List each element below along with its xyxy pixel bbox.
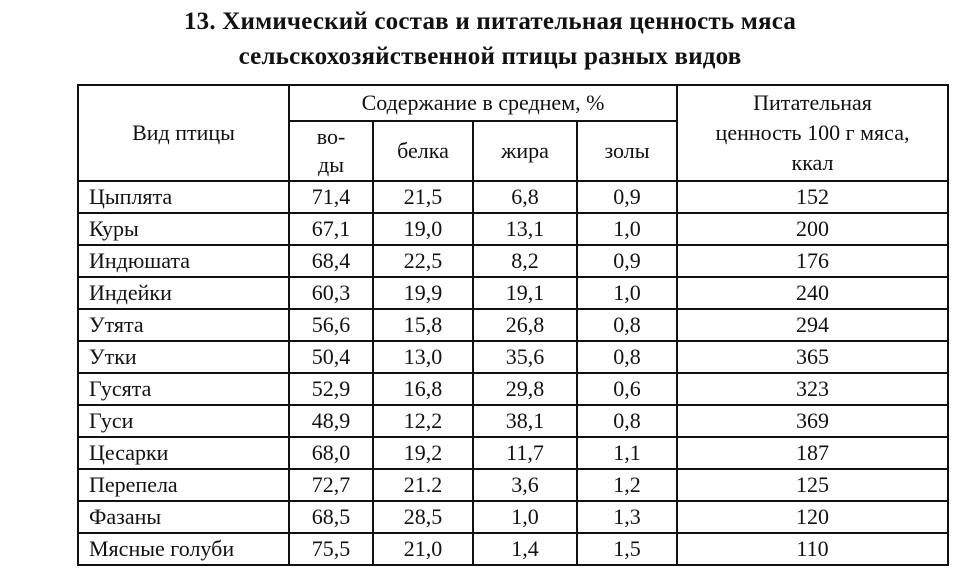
table-row — [78, 533, 948, 565]
cell-ash: 0,8 — [577, 341, 677, 373]
cell-energy: 365 — [677, 341, 948, 373]
cell-ash: 1,5 — [577, 533, 677, 565]
cell-protein: 19,2 — [373, 437, 473, 469]
header-row-1 — [78, 85, 948, 121]
cell-protein: 22,5 — [373, 245, 473, 277]
cell-water: 68,0 — [289, 437, 373, 469]
cell-energy: 187 — [677, 437, 948, 469]
cell-water: 50,4 — [289, 341, 373, 373]
cell-ash: 0,6 — [577, 373, 677, 405]
cell-fat: 38,1 — [473, 405, 577, 437]
cell-water: 68,5 — [289, 501, 373, 533]
cell-energy: 369 — [677, 405, 948, 437]
cell-protein: 21.2 — [373, 469, 473, 501]
table-row — [78, 245, 948, 277]
cell-water: 52,9 — [289, 373, 373, 405]
cell-protein: 12,2 — [373, 405, 473, 437]
cell-species: Индюшата — [78, 245, 289, 277]
table-row — [78, 181, 948, 213]
table-row — [78, 309, 948, 341]
cell-water: 48,9 — [289, 405, 373, 437]
header-energy — [677, 85, 948, 181]
cell-ash: 1,0 — [577, 213, 677, 245]
cell-protein: 15,8 — [373, 309, 473, 341]
cell-species: Гуси — [78, 405, 289, 437]
cell-species: Гусята — [78, 373, 289, 405]
header-water — [289, 121, 373, 181]
cell-water: 60,3 — [289, 277, 373, 309]
cell-energy: 323 — [677, 373, 948, 405]
table-row — [78, 277, 948, 309]
cell-ash: 1,3 — [577, 501, 677, 533]
cell-fat: 35,6 — [473, 341, 577, 373]
table-row — [78, 405, 948, 437]
cell-protein: 21,5 — [373, 181, 473, 213]
cell-fat: 3,6 — [473, 469, 577, 501]
header-energy-text: Питательная ценность 100 г мяса, ккал — [715, 90, 910, 175]
cell-energy: 152 — [677, 181, 948, 213]
cell-species: Фазаны — [78, 501, 289, 533]
cell-energy: 200 — [677, 213, 948, 245]
cell-ash: 0,8 — [577, 405, 677, 437]
cell-ash: 0,9 — [577, 245, 677, 277]
cell-protein: 19,9 — [373, 277, 473, 309]
cell-protein: 28,5 — [373, 501, 473, 533]
cell-species: Цесарки — [78, 437, 289, 469]
cell-species: Куры — [78, 213, 289, 245]
cell-energy: 294 — [677, 309, 948, 341]
title-line-2: сельскохозяйственной птицы разных видов — [238, 43, 742, 70]
cell-species: Мясные голуби — [78, 533, 289, 565]
header-protein: белка — [373, 121, 473, 181]
table-row — [78, 501, 948, 533]
cell-species: Утята — [78, 309, 289, 341]
cell-fat: 6,8 — [473, 181, 577, 213]
cell-protein: 19,0 — [373, 213, 473, 245]
cell-fat: 29,8 — [473, 373, 577, 405]
cell-energy: 176 — [677, 245, 948, 277]
cell-ash: 0,8 — [577, 309, 677, 341]
cell-energy: 120 — [677, 501, 948, 533]
table-row — [78, 341, 948, 373]
cell-water: 68,4 — [289, 245, 373, 277]
title-line-1: 13. Химический состав и питательная ценность мяса — [183, 8, 797, 35]
cell-water: 67,1 — [289, 213, 373, 245]
header-water-text: во- ды — [316, 124, 346, 177]
cell-fat: 19,1 — [473, 277, 577, 309]
cell-ash: 1,2 — [577, 469, 677, 501]
header-content-group: Содержание в среднем, % — [289, 85, 677, 121]
table-row — [78, 469, 948, 501]
cell-species: Индейки — [78, 277, 289, 309]
cell-fat: 1,4 — [473, 533, 577, 565]
cell-energy: 110 — [677, 533, 948, 565]
cell-ash: 1,0 — [577, 277, 677, 309]
cell-fat: 26,8 — [473, 309, 577, 341]
header-fat: жира — [473, 121, 577, 181]
cell-fat: 11,7 — [473, 437, 577, 469]
cell-energy: 125 — [677, 469, 948, 501]
cell-energy: 240 — [677, 277, 948, 309]
cell-fat: 1,0 — [473, 501, 577, 533]
cell-water: 71,4 — [289, 181, 373, 213]
cell-protein: 13,0 — [373, 341, 473, 373]
cell-species: Цыплята — [78, 181, 289, 213]
cell-fat: 13,1 — [473, 213, 577, 245]
cell-water: 72,7 — [289, 469, 373, 501]
table-row — [78, 373, 948, 405]
header-species: Вид птицы — [78, 85, 289, 181]
table-row — [78, 437, 948, 469]
cell-fat: 8,2 — [473, 245, 577, 277]
cell-protein: 21,0 — [373, 533, 473, 565]
header-ash: золы — [577, 121, 677, 181]
cell-species: Утки — [78, 341, 289, 373]
cell-protein: 16,8 — [373, 373, 473, 405]
table-row — [78, 213, 948, 245]
cell-ash: 1,1 — [577, 437, 677, 469]
cell-species: Перепела — [78, 469, 289, 501]
cell-water: 56,6 — [289, 309, 373, 341]
cell-water: 75,5 — [289, 533, 373, 565]
cell-ash: 0,9 — [577, 181, 677, 213]
poultry-composition-table — [77, 84, 949, 566]
document-title — [0, 4, 980, 74]
